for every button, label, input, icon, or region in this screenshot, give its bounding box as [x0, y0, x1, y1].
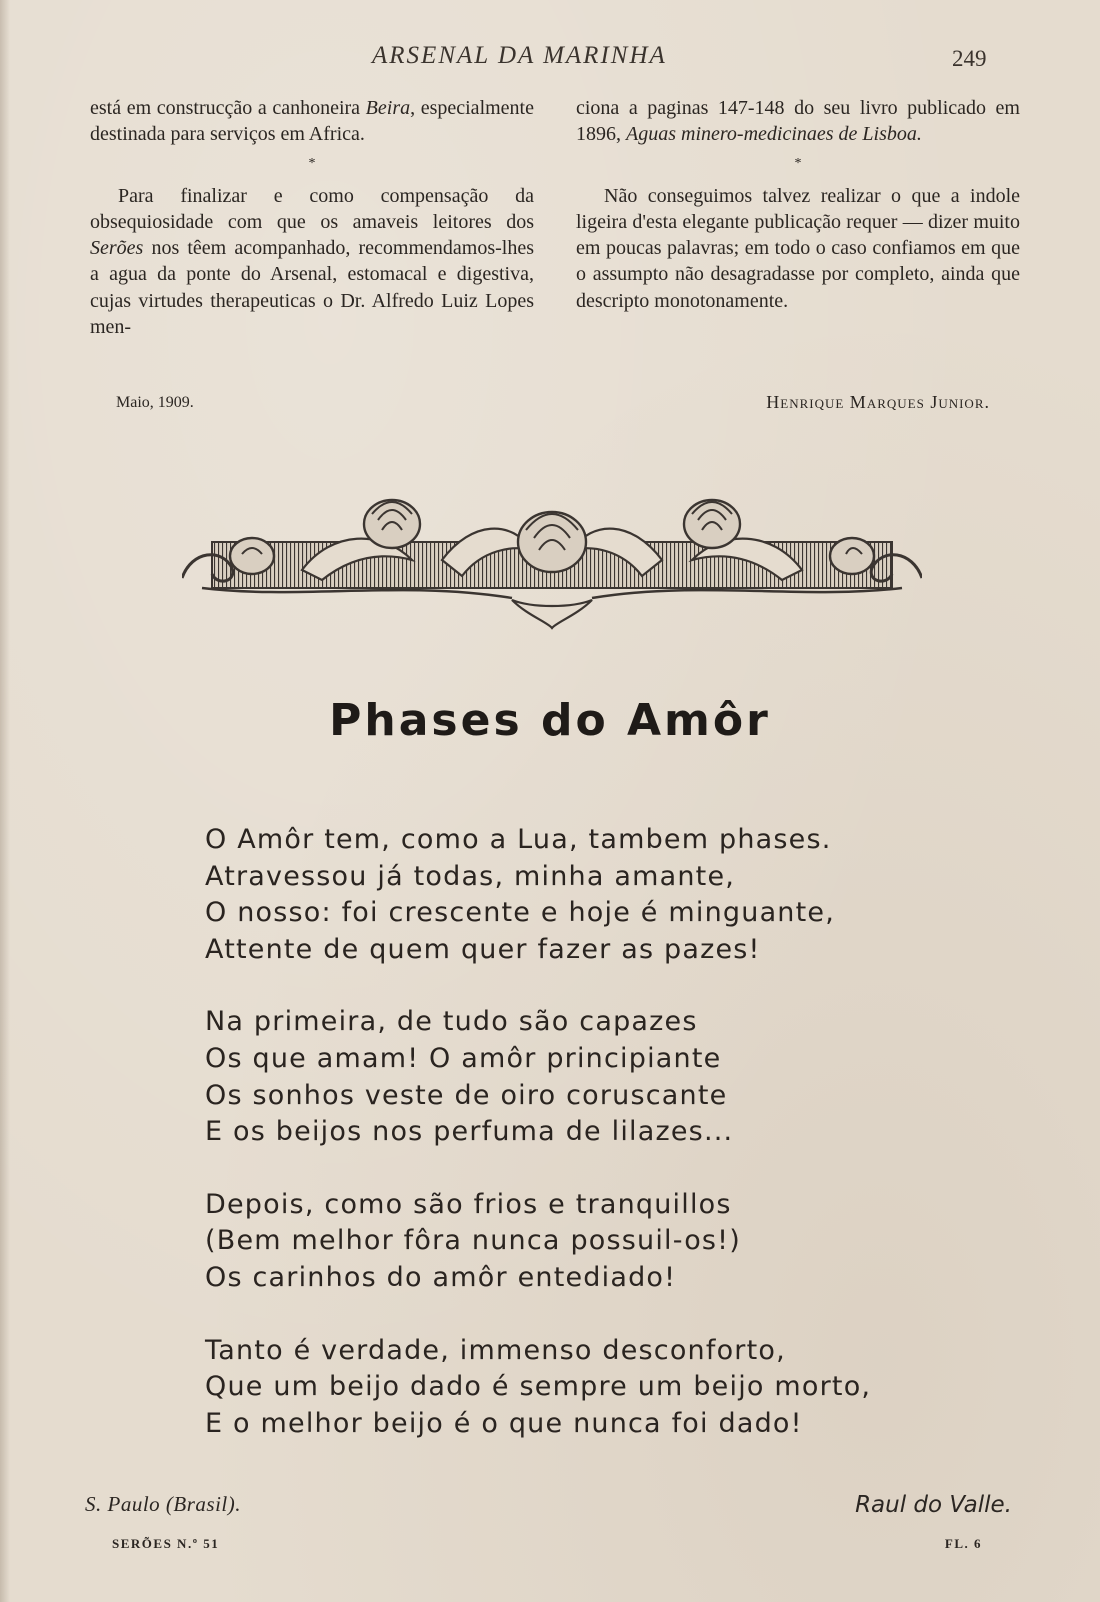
left-column	[90, 95, 534, 340]
verse-line: E os beijos nos perfuma de lilazes...	[205, 1116, 734, 1148]
footer-sheet: FL. 6	[944, 1536, 982, 1551]
verse-line: O nosso: foi crescente e hoje é minguante,	[205, 897, 836, 929]
verse-line: Que um beijo dado é sempre um beijo morto,	[205, 1371, 872, 1403]
verse-line: Os carinhos do amôr entediado!	[205, 1261, 677, 1293]
date-line: Maio, 1909.	[116, 394, 194, 411]
verse-line: Na primeira, de tudo são capazes	[205, 1006, 698, 1038]
asterism: *	[308, 155, 316, 171]
verse-line: Depois, como são frios e tranquillos	[205, 1188, 732, 1220]
poem-body	[205, 822, 965, 1478]
left-paragraph-2: Para finalizar e como compensação da obsequiosidade com que os amaveis leitores dos Serões nos têem acompanhado, recommendamos-lhes a agua da ponte do Arsenal, estomacal e digestiva, cujas virtudes therapeuticas o Dr. Alfredo Luiz Lopes men-	[90, 184, 534, 339]
verse-line: Tanto é verdade, immenso desconforto,	[205, 1334, 786, 1366]
right-column	[576, 95, 1020, 314]
floral-ornament-icon	[182, 490, 922, 630]
running-head	[0, 42, 1100, 74]
verse-line: O Amôr tem, como a Lua, tambem phases.	[205, 824, 832, 855]
verse-line: (Bem melhor fôra nunca possuil-os!)	[205, 1225, 741, 1257]
right-paragraph-2: Não conseguimos talvez realizar o que a indole ligeira d'esta elegante publicação requer — dizer muito em poucas palavras; em todo o caso confiamos em que o assumpto não desagradasse por completo, ainda que descripto monotonamente.	[576, 184, 1020, 312]
right-paragraph-1: ciona a paginas 147-148 do seu livro publicado em 1896, Aguas minero-medicinaes de Lisboa.	[576, 97, 1020, 146]
page-edge-shadow	[0, 0, 10, 1602]
stanza	[205, 1004, 965, 1150]
footer-issue: SERÕES N.º 51	[112, 1536, 220, 1551]
running-title: ARSENAL DA MARINHA	[372, 42, 667, 69]
left-paragraph-1: está em construcção a canhoneira Beira, especialmente destinada para serviços em Africa.	[90, 97, 534, 146]
poem-place: S. Paulo (Brasil).	[85, 1492, 241, 1516]
poem-author: Raul do Valle.	[855, 1492, 1012, 1518]
stanza	[205, 822, 965, 968]
verse-line: Os sonhos veste de oiro coruscante	[205, 1079, 728, 1111]
verse-line: Atravessou já todas, minha amante,	[205, 860, 736, 892]
article-signature: Henrique Marques Junior.	[766, 392, 990, 412]
asterism: *	[794, 155, 802, 171]
page-number: 249	[952, 46, 987, 71]
verse-line: Attente de quem quer fazer as pazes!	[205, 933, 761, 965]
stanza	[205, 1187, 965, 1297]
verse-line: Os que amam! O amôr principiante	[205, 1042, 722, 1074]
verse-line: E o melhor beijo é o que nunca foi dado!	[205, 1407, 803, 1439]
stanza	[205, 1333, 965, 1443]
poem-title: Phases do Amôr	[329, 695, 771, 746]
